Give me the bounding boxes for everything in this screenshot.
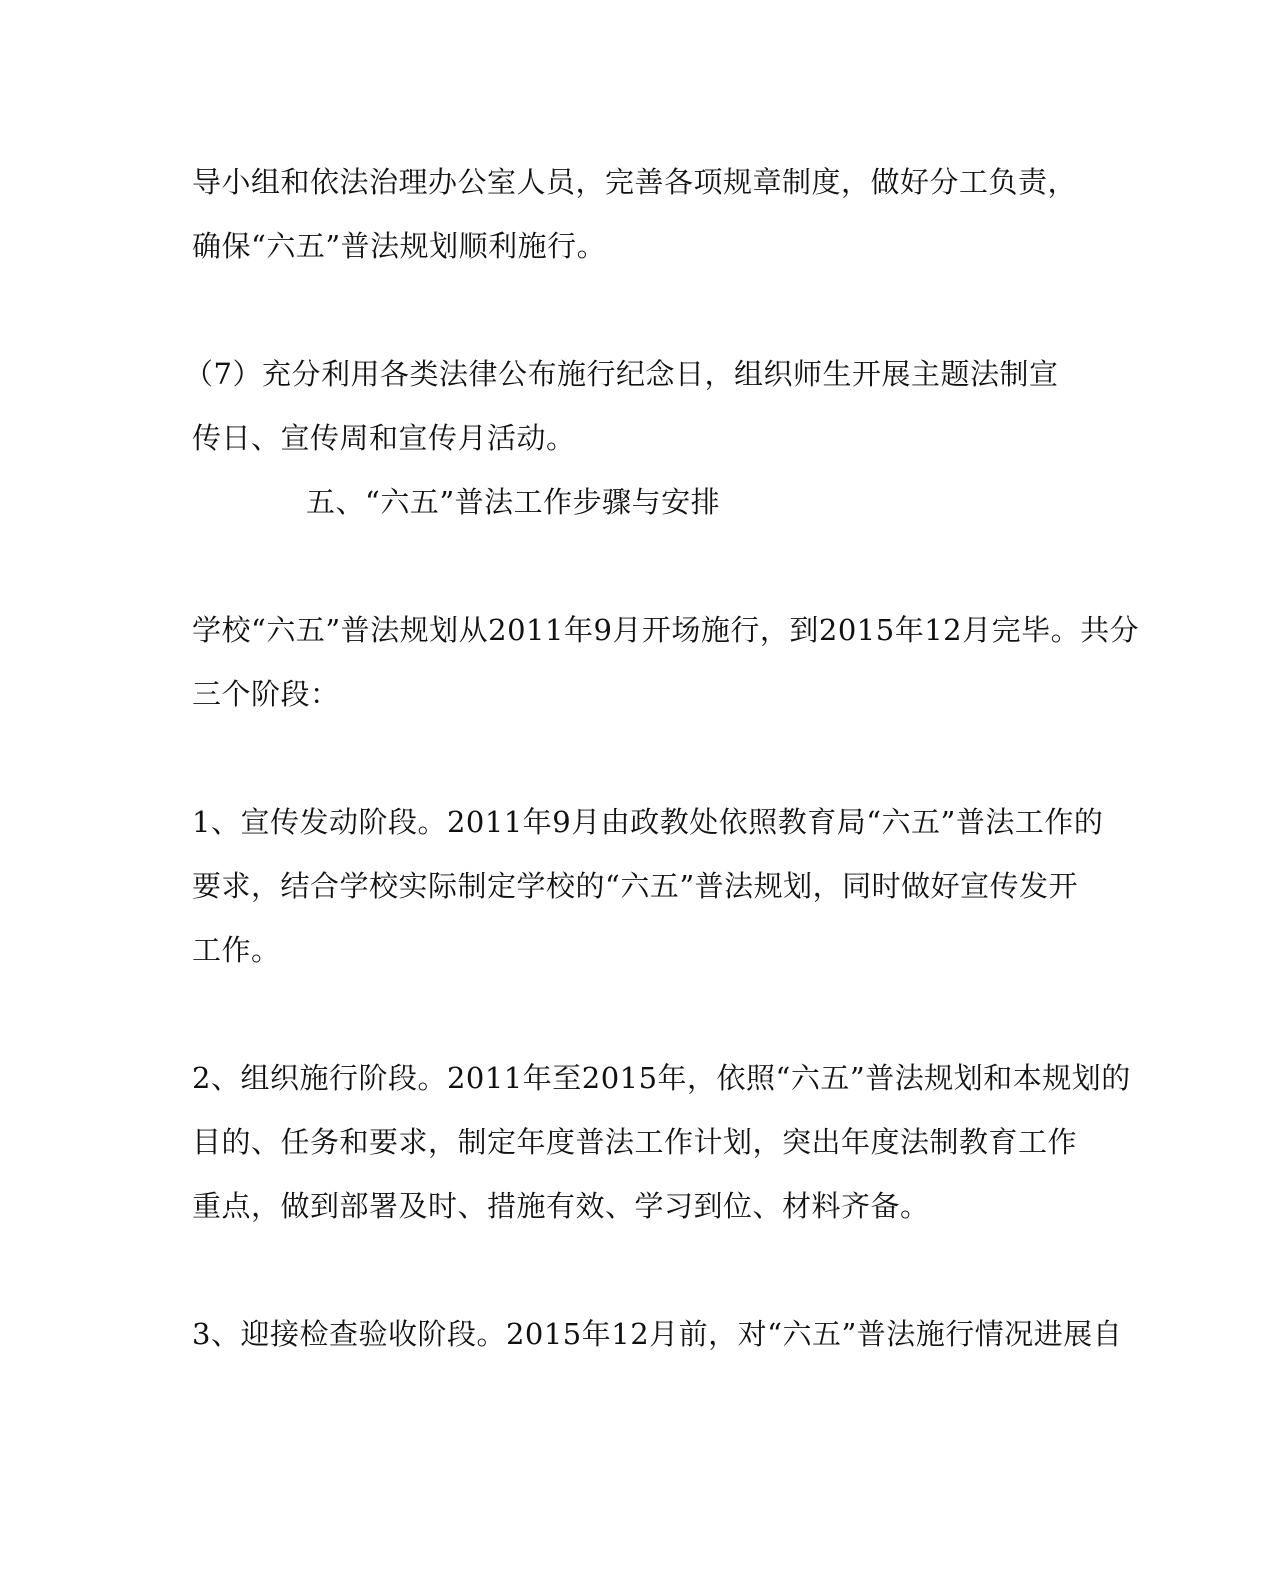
paragraph-line: 2、组织施行阶段。2011年至2015年，依照“六五”普法规划和本规划的 <box>192 1061 1131 1095</box>
paragraph-line: 目的、任务和要求，制定年度普法工作计划，突出年度法制教育工作 <box>192 1125 1078 1159</box>
paragraph-line: （7）充分利用各类法律公布施行纪念日，组织师生开展主题法制宣 <box>184 357 1059 391</box>
paragraph-line: 传日、宣传周和宣传月活动。 <box>192 421 576 455</box>
paragraph-line: 1、宣传发动阶段。2011年9月由政教处依照教育局“六五”普法工作的 <box>192 805 1104 839</box>
paragraph-line: 工作。 <box>192 933 281 967</box>
paragraph-line: 确保“六五”普法规划顺利施行。 <box>192 229 607 263</box>
paragraph-line: 要求，结合学校实际制定学校的“六五”普法规划，同时做好宣传发开 <box>192 869 1079 903</box>
paragraph-line: 导小组和依法治理办公室人员，完善各项规章制度，做好分工负责， <box>192 165 1078 199</box>
paragraph-line: 三个阶段： <box>192 677 340 711</box>
paragraph-line: 3、迎接检查验收阶段。2015年12月前，对“六五”普法施行情况进展自 <box>192 1317 1123 1351</box>
paragraph-line: 学校“六五”普法规划从2011年9月开场施行，到2015年12月完毕。共分 <box>192 613 1140 647</box>
section-heading: 五、“六五”普法工作步骤与安排 <box>306 485 721 519</box>
paragraph-line: 重点，做到部署及时、措施有效、学习到位、材料齐备。 <box>192 1189 930 1223</box>
